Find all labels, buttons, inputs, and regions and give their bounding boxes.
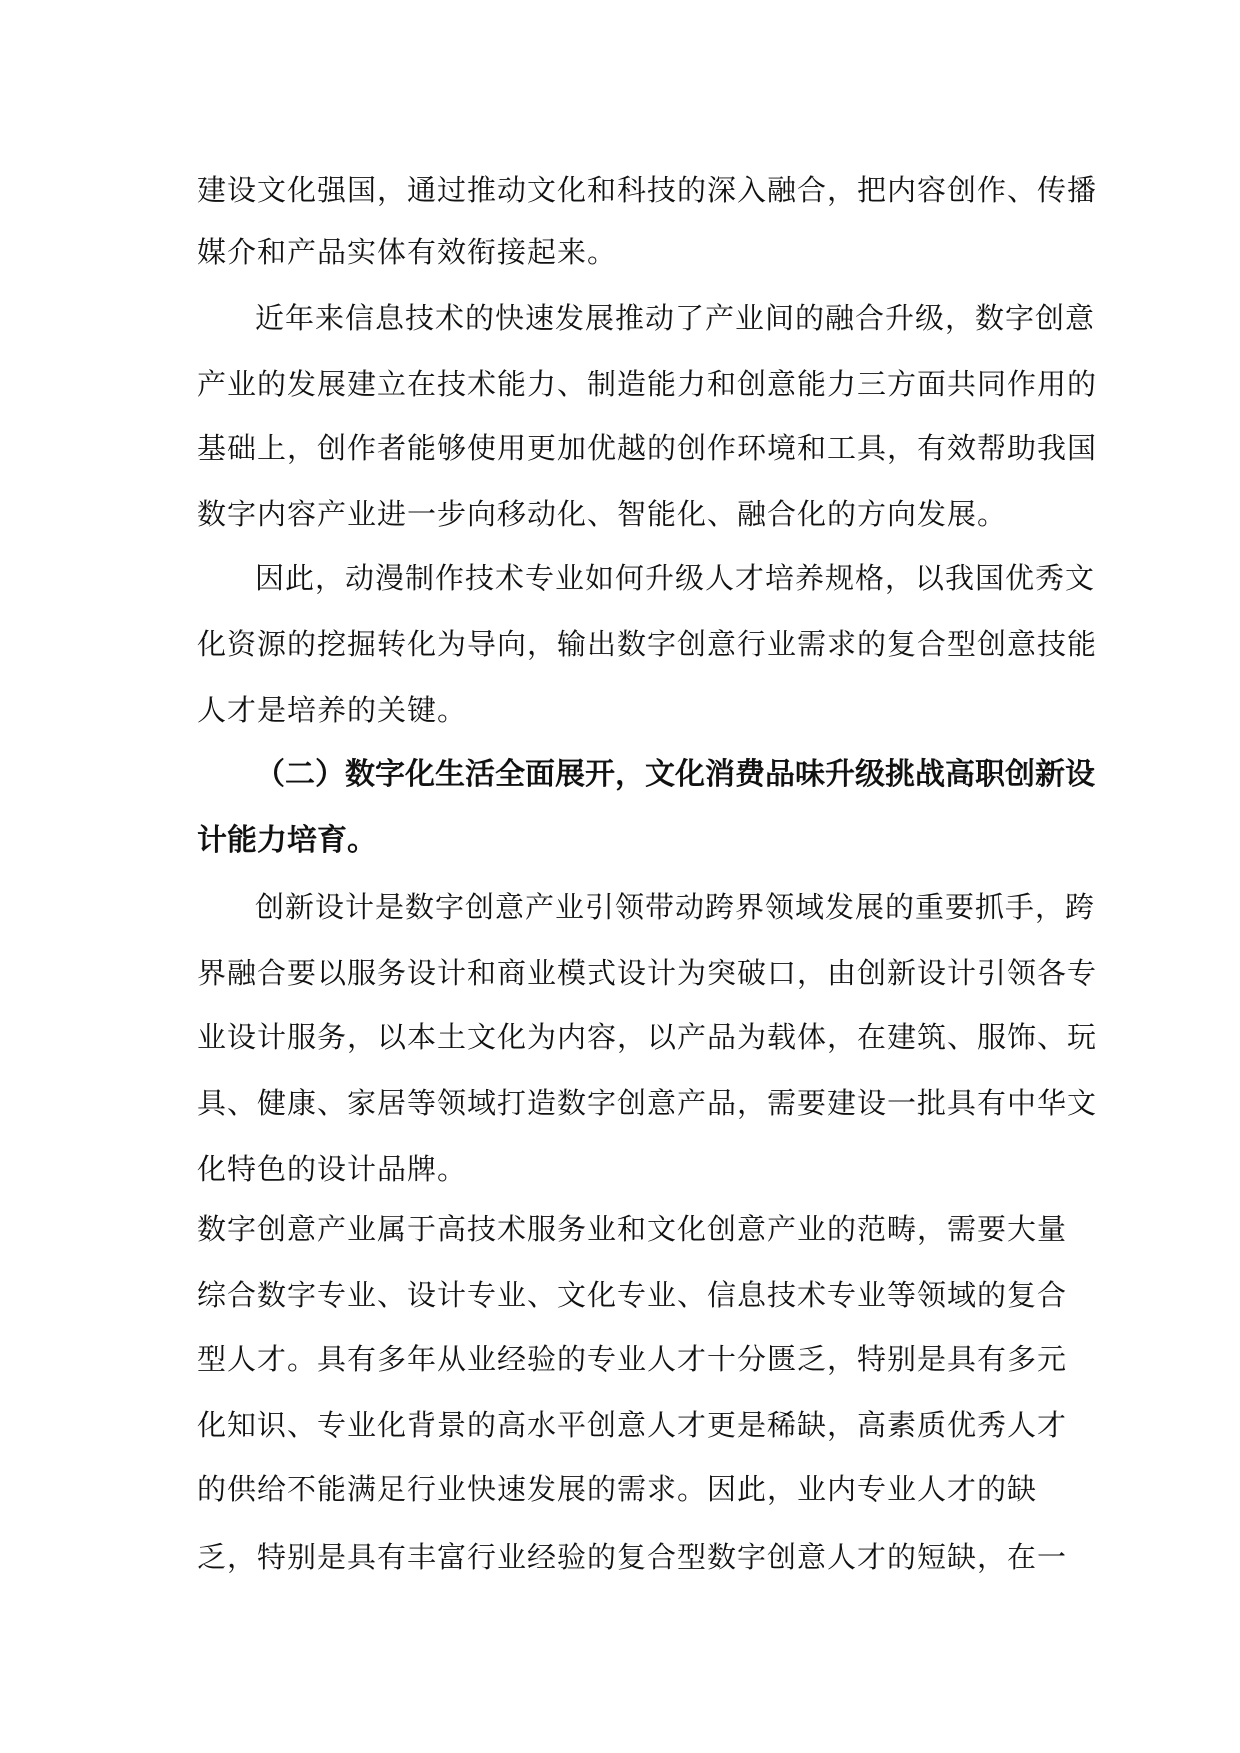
paragraph-2-line-4: 数字内容产业进一步向移动化、智能化、融合化的方向发展。 [197, 497, 1008, 531]
paragraph-4-line-5: 化特色的设计品牌。 [197, 1152, 468, 1186]
paragraph-1-line-2: 媒介和产品实体有效衔接起来。 [197, 235, 618, 269]
paragraph-3-line-3: 人才是培养的关键。 [197, 693, 468, 727]
section-heading-line-1: （二）数字化生活全面展开，文化消费品味升级挑战高职创新设 [255, 757, 1095, 792]
paragraph-5-line-6: 乏，特别是具有丰富行业经验的复合型数字创意人才的短缺，在一 [197, 1540, 1068, 1574]
paragraph-2-line-2: 产业的发展建立在技术能力、制造能力和创意能力三方面共同作用的 [197, 367, 1098, 401]
section-heading-line-2: 计能力培育。 [197, 823, 377, 858]
paragraph-5-line-3: 型人才。具有多年从业经验的专业人才十分匮乏，特别是具有多元 [197, 1342, 1068, 1376]
paragraph-4-line-1: 创新设计是数字创意产业引领带动跨界领域发展的重要抓手，跨 [255, 890, 1096, 924]
paragraph-5-line-5: 的供给不能满足行业快速发展的需求。因此，业内专业人才的缺 [197, 1472, 1038, 1506]
paragraph-2-line-3: 基础上，创作者能够使用更加优越的创作环境和工具，有效帮助我国 [197, 431, 1098, 465]
paragraph-5-line-2: 综合数字专业、设计专业、文化专业、信息技术专业等领域的复合 [197, 1278, 1068, 1312]
paragraph-2-line-1: 近年来信息技术的快速发展推动了产业间的融合升级，数字创意 [255, 301, 1096, 335]
paragraph-4-line-3: 业设计服务，以本土文化为内容，以产品为载体，在建筑、服饰、玩 [197, 1020, 1098, 1054]
paragraph-5-line-1: 数字创意产业属于高技术服务业和文化创意产业的范畴，需要大量 [197, 1212, 1068, 1246]
paragraph-4-line-2: 界融合要以服务设计和商业模式设计为突破口，由创新设计引领各专 [197, 956, 1098, 990]
paragraph-3-line-1: 因此，动漫制作技术专业如何升级人才培养规格，以我国优秀文 [255, 561, 1096, 595]
paragraph-1-line-1: 建设文化强国，通过推动文化和科技的深入融合，把内容创作、传播 [197, 173, 1098, 207]
paragraph-3-line-2: 化资源的挖掘转化为导向，输出数字创意行业需求的复合型创意技能 [197, 627, 1098, 661]
paragraph-4-line-4: 具、健康、家居等领域打造数字创意产品，需要建设一批具有中华文 [197, 1086, 1098, 1120]
paragraph-5-line-4: 化知识、专业化背景的高水平创意人才更是稀缺，高素质优秀人才 [197, 1408, 1068, 1442]
